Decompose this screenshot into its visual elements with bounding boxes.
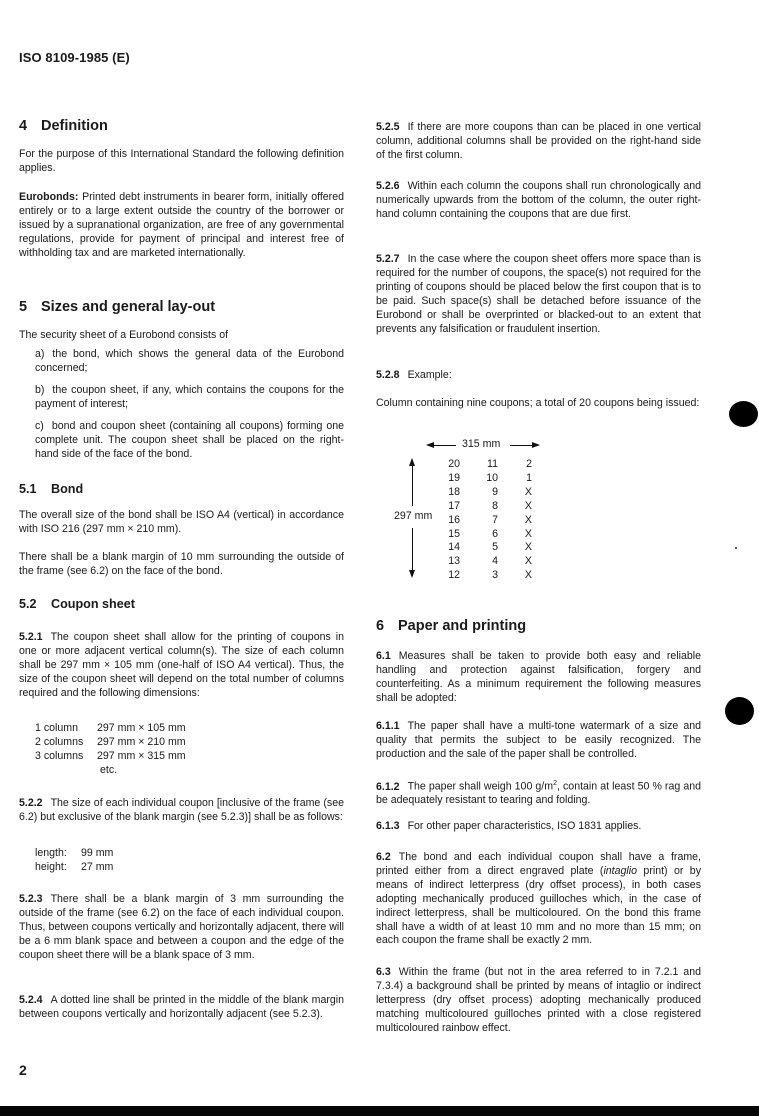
grid-row [436,555,532,569]
clause-number: 6.1.3 [376,820,400,832]
clause-number: 5.2.7 [376,253,400,265]
length-label: length: [35,847,67,859]
paragraph: The security sheet of a Eurobond consists of [19,329,229,341]
grid-cell: 20 [448,458,460,470]
arrow-right-icon [510,445,538,446]
clause-text: The bond and each individual coupon shall have a frame, printed either from a direct engraved plate ( [376,851,701,877]
width-dimension [428,438,558,452]
clause-number: 6.3 [376,966,391,978]
grid-row [436,486,532,500]
list-text: the coupon sheet, if any, which contains the coupons for the payment of interest; [35,384,344,410]
grid-cell: 1 [526,471,532,484]
grid-cell: 5 [492,541,498,554]
clause-number: 5.2.4 [19,994,43,1006]
list-marker: a) [35,348,45,360]
clause-6-1-2 [376,777,701,808]
table-row [35,847,360,861]
page-number: 2 [19,1062,27,1078]
table-row [35,750,360,764]
section-title: Bond [51,482,84,496]
clause-5-2-7 [376,253,701,336]
grid-cell: X [524,527,532,540]
arrow-left-icon [428,445,456,446]
section-5-2-heading [19,597,344,611]
grid-cell: 19 [448,471,460,484]
clause-text: The coupon sheet shall allow for the printing of coupons in one or more adjacent vertical column(s). The size of each column shall be 297 mm × 105 mm (one-half of ISO A4 vertical). Thus, the size of the coupon sheet will depend on the total number of columns required and the following dimensions: [19,631,344,699]
grid-row [436,569,532,583]
clause-number: 5.2.3 [19,893,43,905]
punch-hole-icon [725,697,754,725]
clause-6-1-3 [376,820,701,834]
section-5-1-p2 [19,551,344,579]
clause-text: The paper shall have a multi-tone watermark of a size and quality that permits the subject to be easily recognized. The production and the sale of the paper shall be controlled. [376,720,701,760]
clause-6-1 [376,650,701,706]
grid-cell: 6 [492,527,498,540]
height-label: 297 mm [394,510,433,522]
italic-term: intaglio [603,864,638,877]
clause-6-3 [376,966,701,1036]
document-id-header: ISO 8109-1985 (E) [19,50,130,65]
paragraph: For the purpose of this International Standard the following definition applies. [19,148,344,174]
grid-cell: 14 [448,541,460,554]
list-item-c [19,420,344,462]
clause-5-2-1 [19,631,344,701]
clause-text: Measures shall be taken to provide both easy and reliable handling and protection against falsification, forgery and counterfeiting. As a minimum requirement the following measures shall be adopted: [376,650,701,704]
arrow-down-icon [412,528,413,576]
scan-speck [735,547,737,549]
size-cell: 297 mm × 210 mm [97,735,186,748]
grid-row [436,528,532,542]
clause-6-1-1 [376,720,701,762]
size-cell: 297 mm × 315 mm [97,749,186,762]
grid-cell: X [524,499,532,512]
clause-text: print) or by means of indirect letterpress (dry offset process), in both cases adopting mechanically produced guilloches which, in the case of indirect letterpress, shall be multicoloured. On the bond this frame shall have a width of at least 10 mm and no more than 15 mm; on each coupon the frame shall be exactly 2 mm. [376,864,701,947]
grid-cell: 16 [448,513,460,526]
clause-text: The paper shall weigh 100 g/m [407,780,554,793]
columns-cell: 1 column [35,722,78,734]
section-6-heading [376,618,701,634]
paragraph: Column containing nine coupons; a total of 20 coupons being issued: [376,397,700,409]
list-item-a [19,348,344,376]
definition-text: Printed debt instruments in bearer form, initially offered entirely or to a large extent outside the country of the borrower or issued by a supranational organization, are free of any governmental regulations, provide for payment of principal and interest free of withholding tax and are marketed internationally. [19,191,344,259]
clause-text: A dotted line shall be printed in the middle of the blank margin between coupons vertically and horizontally adjacent (see 5.2.3). [19,994,344,1020]
section-title: Definition [41,118,108,134]
grid-cell: X [524,513,532,526]
clause-5-2-6 [376,180,701,222]
clause-number: 5.2.2 [19,797,43,809]
grid-cell: X [524,485,532,498]
clause-number: 5.2.1 [19,631,43,643]
column-dimension-table [35,722,360,778]
clause-5-2-3 [19,893,344,963]
list-marker: b) [35,384,45,396]
section-5-1-heading [19,482,344,496]
grid-row [436,472,532,486]
paragraph: The overall size of the bond shall be ISO A4 (vertical) in accordance with ISO 216 (297 mm × 210 mm). [19,509,344,535]
clause-number: 6.1.2 [376,780,400,793]
list-text: bond and coupon sheet (containing all coupons) forming one complete unit. The coupon sheet shall be placed on the right-hand side of the face of the bond. [35,420,344,460]
grid-cell: 18 [448,485,460,498]
section-title: Coupon sheet [51,597,135,611]
clause-5-2-5 [376,121,701,163]
clause-text: In the case where the coupon sheet offers more space than is required for the number of coupons, the space(s) not required for the printing of coupons should be placed below the first coupon that is to be paid. Such space(s) shall be detached before issuance of the Eurobond or shall be overprinted or blacked-out to an extent that prevents any falsification or fraudulent insertion. [376,253,701,335]
clause-number: 6.1 [376,650,391,662]
height-label: height: [35,860,67,873]
coupon-grid [436,458,532,583]
bottom-rule [0,1106,759,1116]
example-caption [376,397,701,411]
example-label: Example: [407,369,452,381]
size-cell: 297 mm × 105 mm [97,722,186,734]
section-title: Sizes and general lay-out [41,299,216,315]
grid-row [436,514,532,528]
section-number: 6 [376,618,385,634]
list-text: the bond, which shows the general data of the Eurobond concerned; [35,348,344,374]
punch-hole-icon [729,401,758,427]
table-row [35,736,360,750]
clause-text: , contain at least 50 % rag and be adequately resistant to tearing and folding. [376,780,701,807]
grid-cell: 2 [526,458,532,470]
clause-5-2-2 [19,797,344,825]
grid-cell: 8 [492,499,498,512]
arrow-up-icon [412,460,413,506]
grid-cell: 7 [492,513,498,526]
table-row [35,764,360,778]
clause-text: If there are more coupons than can be placed in one vertical column, additional columns shall be provided on the right-hand side of the first column. [376,121,701,161]
grid-cell: 15 [448,527,460,540]
clause-number: 5.2.6 [376,180,400,192]
grid-cell: 17 [448,499,460,512]
clause-5-2-4 [19,994,344,1022]
list-marker: c) [35,420,44,432]
grid-cell: 10 [486,471,498,484]
grid-row [436,541,532,555]
paragraph: There shall be a blank margin of 10 mm surrounding the outside of the frame (see 6.2) on the face of the bond. [19,551,344,577]
section-4-intro [19,148,344,176]
width-label: 315 mm [462,438,501,450]
clause-text: Within the frame (but not in the area referred to in 7.2.1 and 7.3.4) a background shall be printed by means of intaglio or indirect letterpress (dry offset process) adopting mechanically produced matching multicoloured guilloches printed with a close registered multicoloured rainbow effect. [376,966,701,1034]
clause-text: The size of each individual coupon [inclusive of the frame (see 6.2) but exclusive of the blank margin (see 5.2.3)] shall be as follows: [19,797,344,823]
clause-text: Within each column the coupons shall run chronologically and numerically upwards from the bottom of the column, the outer right-hand column containing the coupons that are due first. [376,180,701,220]
defined-term: Eurobonds: [19,191,79,203]
clause-text: For other paper characteristics, ISO 1831 applies. [407,820,642,832]
section-4-heading [19,118,344,134]
section-title: Paper and printing [398,618,527,634]
clause-number: 6.2 [376,851,391,863]
table-row [35,722,360,736]
section-5-1-p1 [19,509,344,537]
clause-number: 6.1.1 [376,720,400,732]
clause-text: There shall be a blank margin of 3 mm surrounding the outside of the frame (see 6.2) on the face of each individual coupon. Thus, between coupons vertically and horizontally adjacent, there will be a 6 mm blank space and between a coupon and the edge of the coupon sheet there will be a blank space of 3 mm. [19,893,344,961]
grid-cell: X [524,541,532,554]
section-number: 5 [19,299,28,315]
section-number: 5.2 [19,597,37,611]
table-row [35,861,360,875]
superscript: 2 [553,780,557,787]
clause-5-2-8 [376,369,701,383]
length-value: 99 mm [81,847,114,859]
list-item-b [19,384,344,412]
coupon-size-table [35,847,360,875]
grid-cell: X [524,555,532,568]
section-5-heading [19,299,344,315]
clause-6-2 [376,851,701,948]
grid-cell: 11 [487,458,498,470]
grid-row [436,500,532,514]
grid-cell: 12 [448,569,460,582]
section-5-intro [19,329,344,343]
grid-cell: 4 [492,555,498,568]
grid-cell: 9 [492,485,498,498]
grid-cell: 3 [492,569,498,582]
coupon-layout-diagram [376,438,706,588]
eurobonds-definition [19,191,344,261]
clause-number: 5.2.5 [376,121,400,133]
grid-cell: 13 [448,555,460,568]
clause-number: 5.2.8 [376,369,400,381]
etc-text: etc. [100,763,118,776]
columns-cell: 2 columns [35,735,84,748]
columns-cell: 3 columns [35,749,84,762]
section-number: 4 [19,118,28,134]
grid-row [436,458,532,472]
section-number: 5.1 [19,482,37,496]
grid-cell: X [524,569,532,582]
height-value: 27 mm [81,860,114,873]
